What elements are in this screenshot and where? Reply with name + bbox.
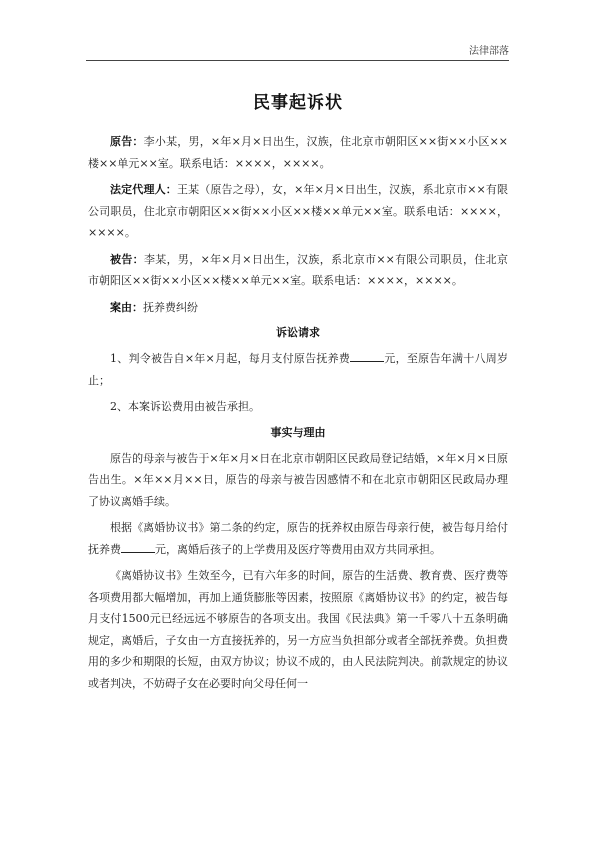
amount-blank — [350, 349, 384, 362]
facts-paragraph-2-before: 根据《离婚协议书》第二条的约定，原告的抚养权由原告母亲行使，被告每月给付抚养费 — [88, 521, 508, 556]
defendant-label: 被告： — [110, 252, 144, 266]
amount-blank — [121, 540, 155, 553]
header-source: 法律部落 — [469, 46, 509, 57]
cause-label: 案由： — [110, 300, 143, 314]
cause-text: 抚养费纠纷 — [143, 300, 198, 314]
cause-paragraph — [88, 297, 508, 319]
facts-paragraph-3: 《离婚协议书》生效至今，已有六年多的时间，原告的生活费、教育费、医疗费等各项费用都大幅增加，再加上通货膨胀等因素，按照原《离婚协议书》的约定，被告每月支付1500元已经远远不够原告的各项支出。我国《民法典》第一千零八十五条明确规定，离婚后，子女由一方直接抚养的，另一方应当负担部分或者全部抚养费。负担费用的多少和期限的长短，由双方协议；协议不成的，由人民法院判决。前款规定的协议或者判决，不妨碍子女在必要时向父母任何一 — [88, 569, 508, 690]
plaintiff-paragraph — [88, 131, 508, 174]
claim-item-1-before: 1、判令被告自×年×月起，每月支付原告抚养费 — [110, 352, 351, 365]
facts-paragraph-2-after: 元，离婚后孩子的上学费用及医疗等费用由双方共同承担。 — [155, 542, 441, 556]
document-title: 民事起诉状 — [253, 93, 343, 113]
facts-heading: 事实与理由 — [270, 425, 326, 439]
legal-rep-text: 王某（原告之母），女，×年×月×日出生，汉族，系北京市××有限公司职员，住北京市朝阳区××街××小区××楼××单元××室。联系电话：××××，××××。 — [88, 183, 508, 239]
legal-rep-label: 法定代理人： — [110, 183, 177, 196]
claims-heading: 诉讼请求 — [276, 326, 320, 339]
header-divider — [86, 60, 509, 61]
claim-item-2: 2、本案诉讼费用由被告承担。 — [110, 400, 260, 413]
facts-paragraph-1: 原告的母亲与被告于×年×月×日在北京市朝阳区民政局登记结婚，×年×月×日原告出生。×年××月××日，原告的母亲与被告因感情不和在北京市朝阳区民政局办理了协议离婚手续。 — [88, 451, 508, 508]
legal-rep-paragraph — [88, 179, 508, 244]
plaintiff-text: 李小某，男，×年×月×日出生，汉族，住北京市朝阳区××街××小区××楼××单元××室。联系电话：××××，××××。 — [88, 135, 508, 170]
plaintiff-label: 原告： — [110, 135, 144, 148]
claim-item-1 — [88, 348, 508, 391]
facts-paragraph-2 — [88, 517, 508, 560]
defendant-paragraph — [88, 249, 508, 292]
defendant-text: 李某，男，×年×月×日出生，汉族，系北京市××有限公司职员，住北京市朝阳区××街××小区××楼××单元××室。联系电话：××××，××××。 — [88, 252, 508, 287]
document-body — [88, 88, 508, 699]
claim-item-1-after: 元，至原告年满十八周岁止； — [88, 352, 508, 387]
